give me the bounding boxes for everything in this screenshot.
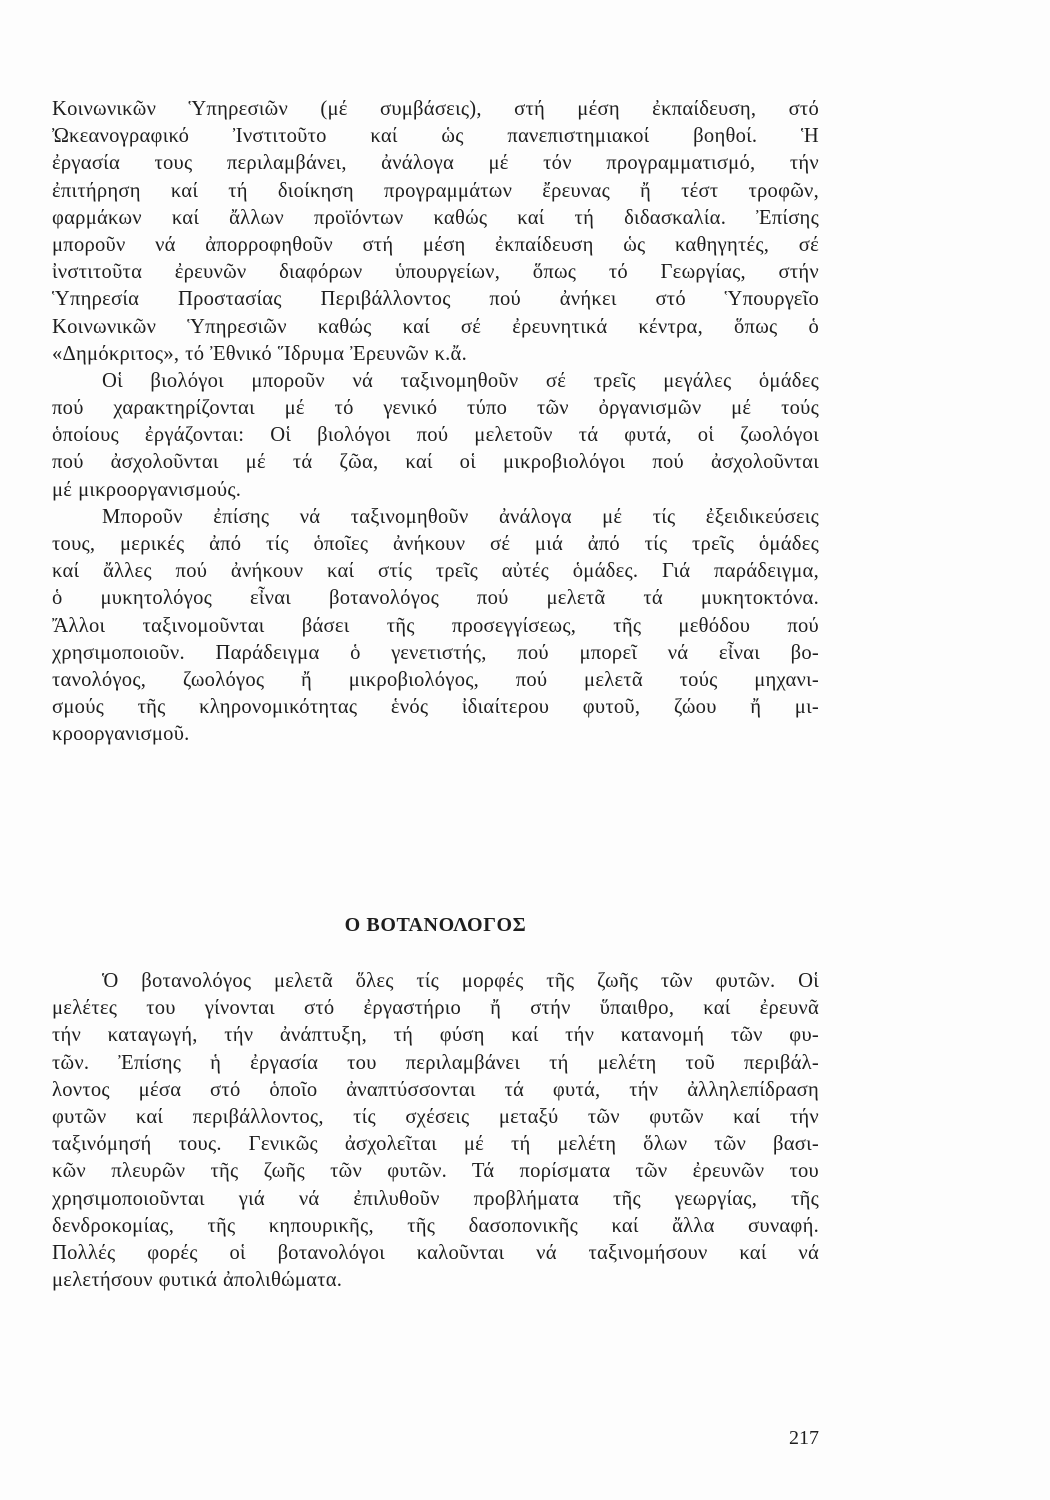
text-line: φαρμάκων καί ἄλλων προϊόντων καθώς καί τή διδασκαλία. Ἐπίσης <box>52 206 819 229</box>
text-line: τῶν. Ἐπίσης ἡ ἐργασία του περιλαμβάνει τή μελέτη τοῦ περιβάλ- <box>52 1051 819 1074</box>
body-text-upper <box>52 96 819 749</box>
text-line: Πολλές φορές οἱ βοτανολόγοι καλοῦνται νά ταξινομήσουν καί νά <box>52 1241 819 1264</box>
text-line: κροοργανισμοῦ. <box>52 723 190 746</box>
section-heading: Ο ΒΟΤΑΝΟΛΟΓΟΣ <box>344 914 527 936</box>
paragraph-biologists-groups <box>52 368 819 504</box>
text-line: καί ἄλλες πού ἀνήκουν καί στίς τρεῖς αὐτές ὁμάδες. Γιά παράδειγμα, <box>52 560 819 583</box>
text-line: σμούς τῆς κληρονομικότητας ἑνός ἰδιαίτερου φυτοῦ, ζώου ἤ μι- <box>52 696 819 719</box>
text-line: ἐργασία τους περιλαμβάνει, ἀνάλογα μέ τόν προγραμματισμό, τήν <box>52 152 819 175</box>
text-line: Κοινωνικῶν Ὑπηρεσιῶν (μέ συμβάσεις), στή μέση ἐκπαίδευση, στό <box>52 98 819 120</box>
paragraph-continuation <box>52 96 819 368</box>
text-line: λοντος μέσα στό ὁποῖο ἀναπτύσσονται τά φυτά, τήν ἀλληλεπίδραση <box>52 1078 819 1101</box>
page-number: 217 <box>789 1427 819 1449</box>
text-line: ὁποίους ἐργάζονται: Οἱ βιολόγοι πού μελετοῦν τά φυτά, οἱ ζωολόγοι <box>52 424 819 447</box>
text-line: χρησιμοποιοῦν. Παράδειγμα ὁ γενετιστής, πού μπορεῖ νά εἶναι βο- <box>52 641 819 664</box>
text-line: μελέτες του γίνονται στό ἐργαστήριο ἤ στήν ὕπαιθρο, καί ἐρευνᾶ <box>52 997 819 1020</box>
text-line: μποροῦν νά ἀπορροφηθοῦν στή μέση ἐκπαίδευση ὡς καθηγητές, σέ <box>52 233 819 256</box>
text-line: Ὠκεανογραφικό Ἰνστιτοῦτο καί ὡς πανεπιστημιακοί βοηθοί. Ἡ <box>52 125 819 148</box>
text-line: Ὁ βοτανολόγος μελετᾶ ὅλες τίς μορφές τῆς ζωῆς τῶν φυτῶν. Οἱ <box>102 970 819 992</box>
text-line: Μποροῦν ἐπίσης νά ταξινομηθοῦν ἀνάλογα μέ τίς ἐξειδικεύσεις <box>102 505 819 528</box>
text-line: Ὑπηρεσία Προστασίας Περιβάλλοντος πού ἀνήκει στό Ὑπουργεῖο <box>52 288 819 311</box>
text-line: Οἱ βιολόγοι μποροῦν νά ταξινομηθοῦν σέ τρεῖς μεγάλες ὁμάδες <box>102 369 819 392</box>
text-line: Ἄλλοι ταξινομοῦνται βάσει τῆς προσεγγίσεως, τῆς μεθόδου πού <box>52 614 819 637</box>
paragraph-specializations <box>52 504 819 749</box>
text-line: κῶν πλευρῶν τῆς ζωῆς τῶν φυτῶν. Τά πορίσματα τῶν ἐρευνῶν του <box>52 1160 819 1183</box>
text-line: πού χαρακτηρίζονται μέ τό γενικό τύπο τῶν ὀργανισμῶν μέ τούς <box>52 397 819 420</box>
text-line: φυτῶν καί περιβάλλοντος, τίς σχέσεις μεταξύ τῶν φυτῶν καί τήν <box>52 1105 819 1128</box>
text-line: Κοινωνικῶν Ὑπηρεσιῶν καθώς καί σέ ἐρευνητικά κέντρα, ὅπως ὁ <box>52 315 819 338</box>
text-line: τους, μερικές ἀπό τίς ὁποῖες ἀνήκουν σέ μιά ἀπό τίς τρεῖς ὁμάδες <box>52 533 819 555</box>
text-line: ὁ μυκητολόγος εἶναι βοτανολόγος πού μελετᾶ τά μυκητοκτόνα. <box>52 587 819 610</box>
text-line: μέ μικροοργανισμούς. <box>52 478 242 501</box>
body-text-lower <box>52 968 819 1294</box>
text-line: μελετήσουν φυτικά ἀπολιθώματα. <box>52 1269 343 1292</box>
text-line: τανολόγος, ζωολόγος ἤ μικροβιολόγος, πού μελετᾶ τούς μηχανι- <box>52 668 819 691</box>
text-line: ταξινόμησή τους. Γενικῶς ἀσχολεῖται μέ τή μελέτη ὅλων τῶν βασι- <box>52 1133 819 1156</box>
paragraph-botanist <box>52 968 819 1294</box>
text-line: τήν καταγωγή, τήν ἀνάπτυξη, τή φύση καί τήν κατανομή τῶν φυ- <box>52 1024 819 1047</box>
text-line: «Δημόκριτος», τό Ἐθνικό Ἵδρυμα Ἐρευνῶν κ.ἄ. <box>52 342 467 365</box>
text-line: ἐπιτήρηση καί τή διοίκηση προγραμμάτων ἔρευνας ἤ τέστ τροφῶν, <box>52 179 819 202</box>
text-line: χρησιμοποιοῦνται γιά νά ἐπιλυθοῦν προβλήματα τῆς γεωργίας, τῆς <box>52 1187 819 1210</box>
text-line: ἰνστιτοῦτα ἐρευνῶν διαφόρων ὑπουργείων, ὅπως τό Γεωργίας, στήν <box>52 261 819 284</box>
text-line: πού ἀσχολοῦνται μέ τά ζῶα, καί οἱ μικροβιολόγοι πού ἀσχολοῦνται <box>52 451 819 474</box>
text-line: δενδροκομίας, τῆς κηπουρικῆς, τῆς δασοπονικῆς καί ἄλλα συναφή. <box>52 1214 819 1237</box>
